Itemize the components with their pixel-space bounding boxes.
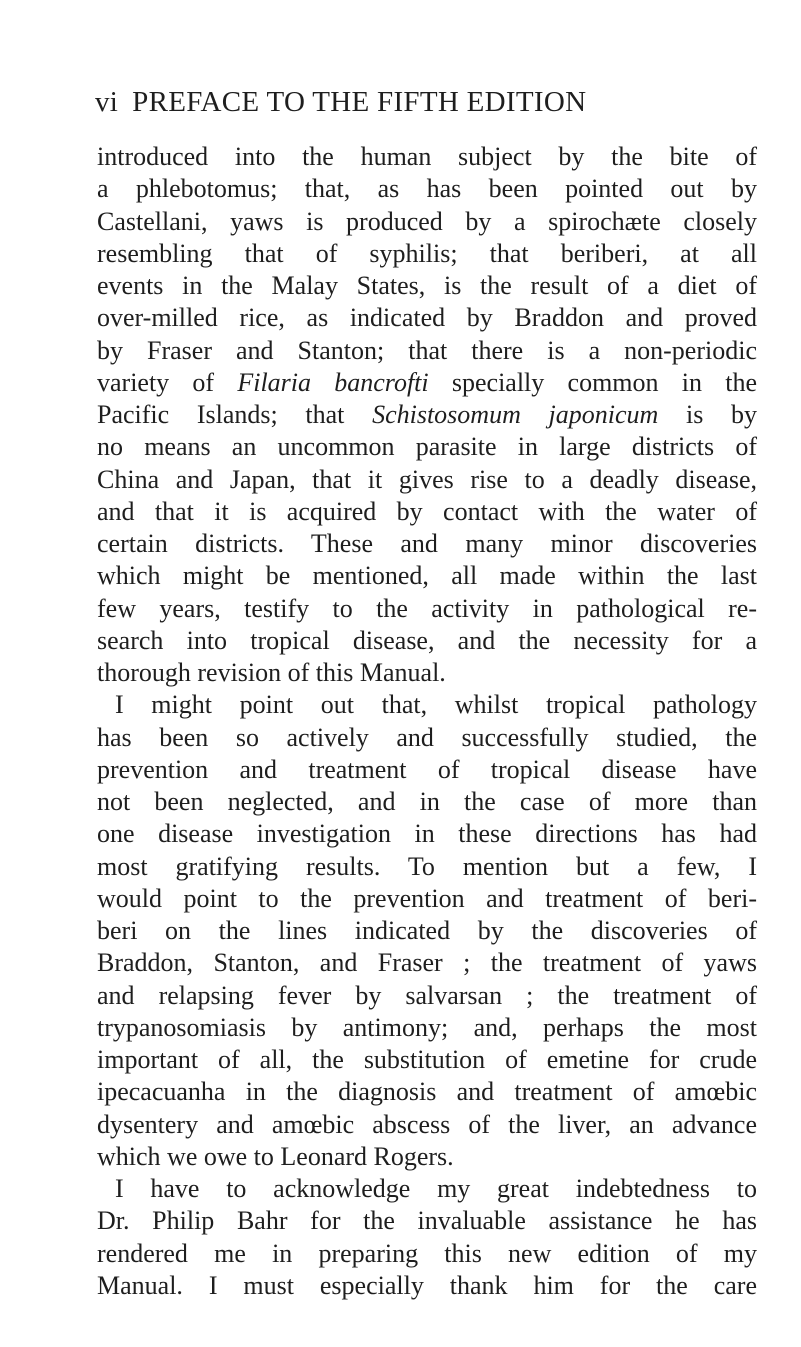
text-line: over-milled rice, as indicated by Braddon and proved [97, 303, 757, 333]
text-line: rendered me in preparing this new edition of my [97, 1238, 757, 1268]
text-line: Manual. I must especially thank him for the care [97, 1270, 757, 1300]
running-title: PREFACE TO THE FIFTH EDITION [132, 86, 587, 118]
text-line: and that it is acquired by contact with the water of [97, 496, 757, 526]
text-line: China and Japan, that it gives rise to a deadly disease, [97, 464, 757, 494]
text-line: which we owe to Leonard Rogers. [97, 1141, 454, 1171]
text-line: resembling that of syphilis; that beriberi, at all [97, 238, 757, 268]
text-line: a phlebotomus; that, as has been pointed out by [97, 174, 757, 204]
text-segment: Pacific Islands; that [97, 400, 373, 429]
text-line: I have to acknowledge my great indebtedness to [115, 1174, 757, 1203]
body-text [97, 141, 757, 1302]
text-line: thorough revision of this Manual. [97, 658, 446, 687]
text-line: dysentery and amœbic abscess of the liver, an advance [97, 1109, 757, 1139]
text-line: introduced into the human subject by the bite of [97, 142, 757, 171]
text-line: few years, testify to the activity in pathological re- [97, 593, 757, 623]
species-name-schistosomum: Schistosomum japonicum [372, 400, 659, 429]
text-line: Castellani, yaws is produced by a spirochæte closely [97, 206, 757, 236]
text-segment: variety of [97, 367, 238, 397]
text-line: would point to the prevention and treatment of beri- [97, 883, 757, 913]
text-line: prevention and treatment of tropical disease have [97, 754, 757, 784]
text-line: important of all, the substitution of emetine for crude [97, 1045, 757, 1074]
text-line [97, 399, 757, 431]
text-segment: specially common in the [428, 367, 757, 397]
text-segment: is by [658, 400, 757, 429]
species-name-filaria: Filaria bancrofti [237, 367, 429, 397]
text-line: and relapsing fever by salvarsan ; the treatment of [97, 980, 757, 1010]
text-line: Dr. Philip Bahr for the invaluable assistance he has [97, 1206, 757, 1236]
text-line [97, 367, 757, 399]
text-line: which might be mentioned, all made within the last [97, 561, 757, 591]
text-line: most gratifying results. To mention but a few, I [97, 851, 757, 881]
text-line: beri on the lines indicated by the discoveries of [97, 916, 757, 945]
text-line: I might point out that, whilst tropical pathology [115, 690, 757, 720]
text-line: events in the Malay States, is the result of a diet of [97, 271, 757, 300]
text-line: no means an uncommon parasite in large districts of [97, 432, 757, 462]
text-line: certain districts. These and many minor discoveries [97, 529, 757, 558]
text-line: has been so actively and successfully studied, the [97, 722, 757, 752]
text-line: ipecacuanha in the diagnosis and treatment of amœbic [97, 1077, 757, 1107]
page-header [95, 86, 655, 119]
text-line: trypanosomiasis by antimony; and, perhaps the most [97, 1012, 757, 1042]
page-number: vi [95, 86, 119, 118]
text-line: not been neglected, and in the case of more than [97, 787, 757, 816]
text-line: one disease investigation in these directions has had [97, 819, 757, 849]
text-line: search into tropical disease, and the necessity for a [97, 625, 757, 655]
text-line: by Fraser and Stanton; that there is a non-periodic [97, 335, 757, 365]
text-line: Braddon, Stanton, and Fraser ; the treatment of yaws [97, 948, 757, 978]
